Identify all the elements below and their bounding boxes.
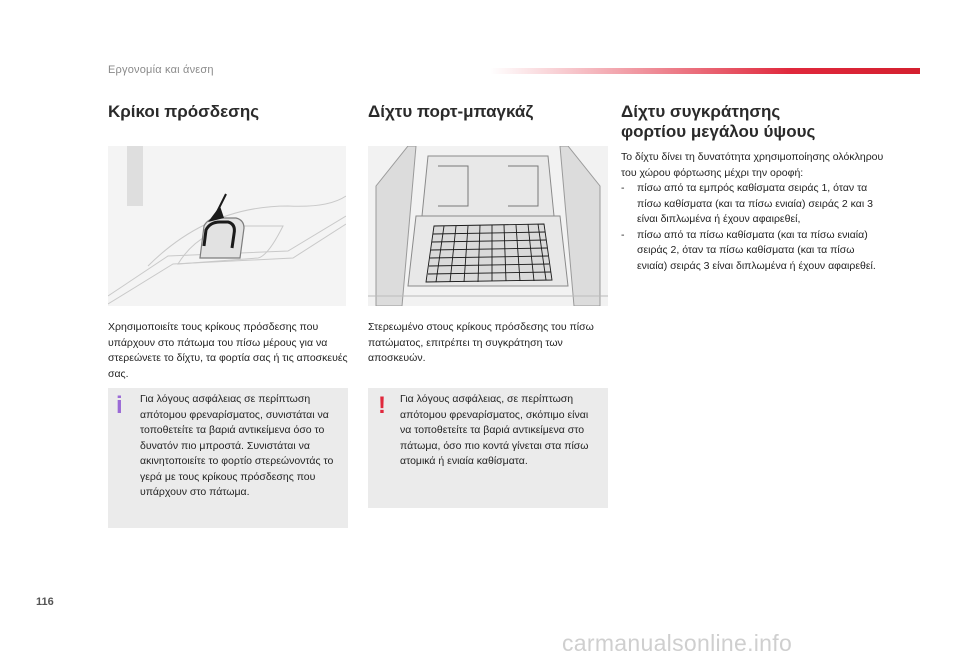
tie-down-ring-illustration [108, 146, 346, 306]
tie-down-rings-description: Χρησιμοποιείτε τους κρίκους πρόσδεσης που υπάρχουν στο πάτωμα του πίσω μέρους για να στερεώνετε το δίχτυ, τα φορτία σας ή τις αποσκευές σας. [108, 321, 348, 380]
info-icon: i [116, 392, 123, 419]
luggage-net-description: Στερεωμένο στους κρίκους πρόσδεσης του πίσω πατώματος, επιτρέπει τη συγκράτηση των αποσκευών. [368, 321, 594, 364]
luggage-net-illustration [368, 146, 608, 306]
info-note-text: Για λόγους ασφάλειας σε περίπτωση απότομου φρεναρίσματος, συνιστάται να τοποθετείτε τα βαριά αντικείμενα όσο το δυνατόν πιο μπροστά. Συνιστάται να ακινητοποιείτε το φορτίο στερεώνοντάς το γερά με τους κρίκους πρόσδεσης που υπάρχουν στο πάτωμα. [140, 393, 334, 498]
info-note-box [108, 388, 348, 528]
high-load-net-heading-line1: Δίχτυ συγκράτησης [621, 102, 781, 121]
list-item: - πίσω από τα πίσω καθίσματα (και τα πίσω ενιαία) σειράς 2, όταν τα πίσω καθίσματα (και τα πίσω ενιαία) σειράς 3 είναι διπλωμένα ή έχουν αφαιρεθεί. [621, 228, 885, 275]
high-load-net-intro: Το δίχτυ δίνει τη δυνατότητα χρησιμοποίησης ολόκληρου του χώρου φόρτωσης μέχρι την οροφή: [621, 151, 884, 179]
high-load-net-heading-line2: φορτίου μεγάλου ύψους [621, 122, 816, 141]
header-accent-bar [490, 68, 920, 74]
warning-note-text: Για λόγους ασφάλειας, σε περίπτωση απότομου φρεναρίσματος, σκόπιμο είναι να τοποθετείτε τα βαριά αντικείμενα στο πάτωμα, όσο πιο κοντά γίνεται στα πίσω ατομικά ή ενιαία καθίσματα. [400, 393, 589, 467]
high-load-net-body [621, 150, 885, 274]
watermark: carmanualsonline.info [562, 630, 793, 656]
luggage-net-heading: Δίχτυ πορτ-μπαγκάζ [368, 102, 534, 121]
warning-icon: ! [378, 392, 386, 419]
high-load-net-heading [621, 102, 921, 142]
section-title: Εργονομία και άνεση [108, 64, 214, 76]
page-number: 116 [36, 596, 54, 608]
list-item: - πίσω από τα εμπρός καθίσματα σειράς 1, όταν τα πίσω καθίσματα (και τα πίσω ενιαία) σειράς 2 και 3 είναι διπλωμένα ή έχουν αφαιρεθεί, [621, 181, 885, 228]
high-load-net-list [621, 181, 885, 274]
warning-note-box [368, 388, 608, 508]
tie-down-rings-heading: Κρίκοι πρόσδεσης [108, 102, 260, 121]
